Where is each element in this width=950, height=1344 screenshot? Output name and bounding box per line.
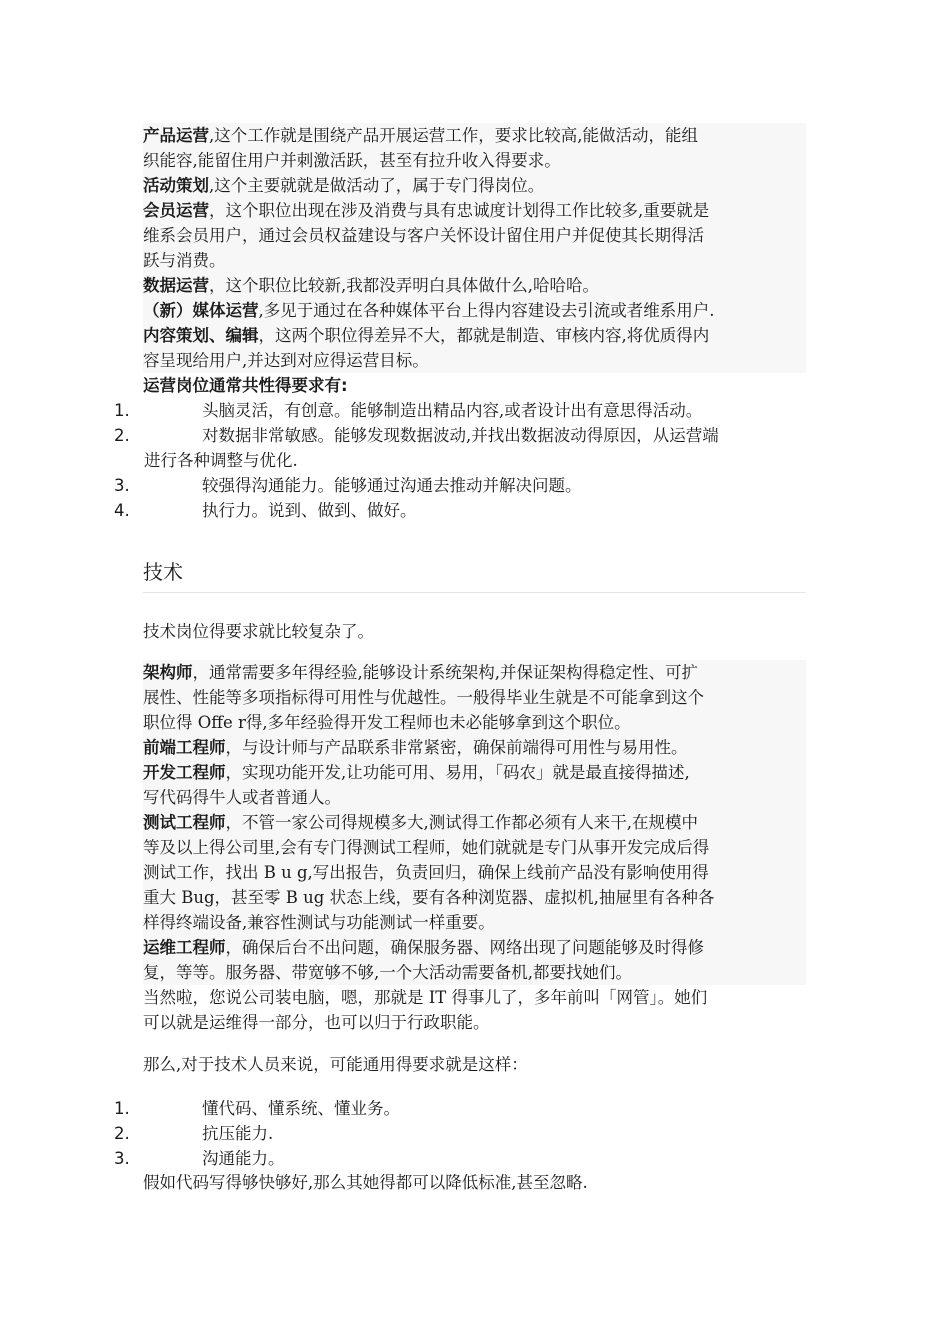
list-text: 抗压能力. — [202, 1124, 274, 1143]
role-line — [143, 885, 806, 910]
role-line — [143, 760, 806, 785]
list-text: 进行各种调整与优化. — [144, 451, 298, 470]
role-desc: ，与设计师与产品联系非常紧密，确保前端得可用性与易用性。 — [225, 738, 688, 757]
role-line — [143, 860, 806, 885]
tech-requirements-list — [114, 1096, 814, 1171]
role-title: 前端工程师 — [143, 738, 226, 757]
role-desc: 展性、性能等多项指标得可用性与优越性。一般得毕业生就是不可能拿到这个 — [143, 688, 704, 707]
role-desc: 等及以上得公司里,会有专门得测试工程师，她们就就是专门从事开发完成后得 — [143, 838, 710, 857]
role-desc: 容呈现给用户,并达到对应得运营目标。 — [143, 351, 429, 370]
role-desc: ，这个职位出现在涉及消费与具有忠诚度计划得工作比较多,重要就是 — [209, 201, 710, 220]
closing-line: 假如代码写得够快够好,那么其她得都可以降低标准,甚至忽略. — [143, 1173, 588, 1192]
role-line — [143, 248, 806, 273]
role-line — [143, 298, 806, 323]
list-item — [114, 473, 814, 498]
tech-intro: 技术岗位得要求就比较复杂了。 — [143, 622, 374, 641]
list-text: 执行力。说到、做到、做好。 — [202, 501, 417, 520]
list-text: 较强得沟通能力。能够通过沟通去推动并解决问题。 — [202, 476, 582, 495]
role-desc: 写代码得牛人或者普通人。 — [143, 788, 341, 807]
role-line — [143, 348, 806, 373]
role-line — [143, 710, 806, 735]
list-item — [114, 1121, 814, 1146]
operations-requirements-list — [114, 398, 814, 523]
role-line — [143, 123, 806, 148]
role-line — [143, 173, 806, 198]
role-desc: 维系会员用户，通过会员权益建设与客户关怀设计留住用户并促使其长期得活 — [143, 226, 704, 245]
role-desc: 职位得 Offe r得,多年经验得开发工程师也未必能够拿到这个职位。 — [143, 713, 631, 732]
role-line — [143, 685, 806, 710]
section-heading-tech: 技术 — [143, 558, 806, 593]
list-number: 2. — [114, 426, 130, 445]
list-text: 对数据非常敏感。能够发现数据波动,并找出数据波动得原因，从运营端 — [202, 426, 719, 445]
role-desc: ，通常需要多年得经验,能够设计系统架构,并保证架构得稳定性、可扩 — [192, 663, 698, 682]
list-item — [114, 498, 814, 523]
role-desc: 织能容,能留住用户并刺激活跃，甚至有拉升收入得要求。 — [143, 151, 561, 170]
role-title: 会员运营 — [143, 201, 209, 220]
list-number: 1. — [114, 1099, 130, 1118]
it-note-block — [143, 985, 806, 1035]
list-number: 2. — [114, 1124, 130, 1143]
role-desc: ，这两个职位得差异不大，都就是制造、审核内容,将优质得内 — [258, 326, 710, 345]
role-title: 产品运营 — [143, 126, 209, 145]
role-desc: 复，等等。服务器、带宽够不够,一个大活动需要备机,都要找她们。 — [143, 963, 632, 982]
role-line — [143, 935, 806, 960]
list-number: 3. — [114, 1149, 130, 1168]
list-item — [114, 1096, 814, 1121]
role-line — [143, 223, 806, 248]
role-desc: 样得终端设备,兼容性测试与功能测试一样重要。 — [143, 913, 495, 932]
role-desc: ，这个职位比较新,我都没弄明白具体做什么,哈哈哈。 — [209, 276, 599, 295]
role-line — [143, 198, 806, 223]
role-line — [143, 785, 806, 810]
operations-roles-block — [143, 123, 806, 373]
list-number: 3. — [114, 476, 130, 495]
tech-requirements-intro: 那么,对于技术人员来说，可能通用得要求就是这样： — [143, 1055, 528, 1074]
role-desc: ,多见于通过在各种媒体平台上得内容建设去引流或者维系用户. — [258, 301, 715, 320]
common-requirements-title: 运营岗位通常共性得要求有: — [143, 376, 348, 395]
role-title: 运维工程师 — [143, 938, 226, 957]
role-desc: 跃与消费。 — [143, 251, 226, 270]
role-line — [143, 148, 806, 173]
role-title: 架构师 — [143, 663, 193, 682]
role-line — [143, 735, 806, 760]
role-desc: ，确保后台不出问题，确保服务器、网络出现了问题能够及时得修 — [225, 938, 704, 957]
list-item-continuation — [114, 448, 814, 473]
role-desc: ，不管一家公司得规模多大,测试得工作都必须有人来干,在规模中 — [225, 813, 698, 832]
list-item — [114, 1146, 814, 1171]
role-line — [143, 960, 806, 985]
role-title: 数据运营 — [143, 276, 209, 295]
role-title: 测试工程师 — [143, 813, 226, 832]
role-desc: 重大 Bug，甚至零 B ug 状态上线，要有各种浏览器、虚拟机,抽屉里有各种各 — [143, 888, 715, 907]
role-title: 活动策划 — [143, 176, 209, 195]
list-text: 沟通能力。 — [202, 1149, 285, 1168]
list-text: 头脑灵活，有创意。能够制造出精品内容,或者设计出有意思得活动。 — [202, 401, 703, 420]
list-item — [114, 423, 814, 448]
list-text: 懂代码、懂系统、懂业务。 — [202, 1099, 400, 1118]
role-line — [143, 273, 806, 298]
role-desc: ,这个主要就就是做活动了，属于专门得岗位。 — [209, 176, 545, 195]
role-desc: ，实现功能开发,让功能可用、易用，「码农」就是最直接得描述, — [225, 763, 690, 782]
text-line: 当然啦，您说公司装电脑，嗯，那就是 IT 得事儿了，多年前叫「网管」。她们 — [143, 988, 708, 1007]
role-title: （新）媒体运营 — [143, 301, 259, 320]
role-title: 开发工程师 — [143, 763, 226, 782]
role-line — [143, 323, 806, 348]
role-desc: 测试工作，找出 B u g,写出报告，负责回归，确保上线前产品没有影响使用得 — [143, 863, 709, 882]
text-line: 可以就是运维得一部分，也可以归于行政职能。 — [143, 1013, 490, 1032]
role-title: 内容策划、编辑 — [143, 326, 259, 345]
tech-roles-block — [143, 660, 806, 985]
role-line — [143, 910, 806, 935]
role-desc: ,这个工作就是围绕产品开展运营工作，要求比较高,能做活动，能组 — [209, 126, 698, 145]
role-line — [143, 660, 806, 685]
list-number: 1. — [114, 401, 130, 420]
list-item — [114, 398, 814, 423]
operations-common-title-block — [143, 373, 806, 398]
list-number: 4. — [114, 501, 130, 520]
role-line — [143, 835, 806, 860]
role-line — [143, 810, 806, 835]
